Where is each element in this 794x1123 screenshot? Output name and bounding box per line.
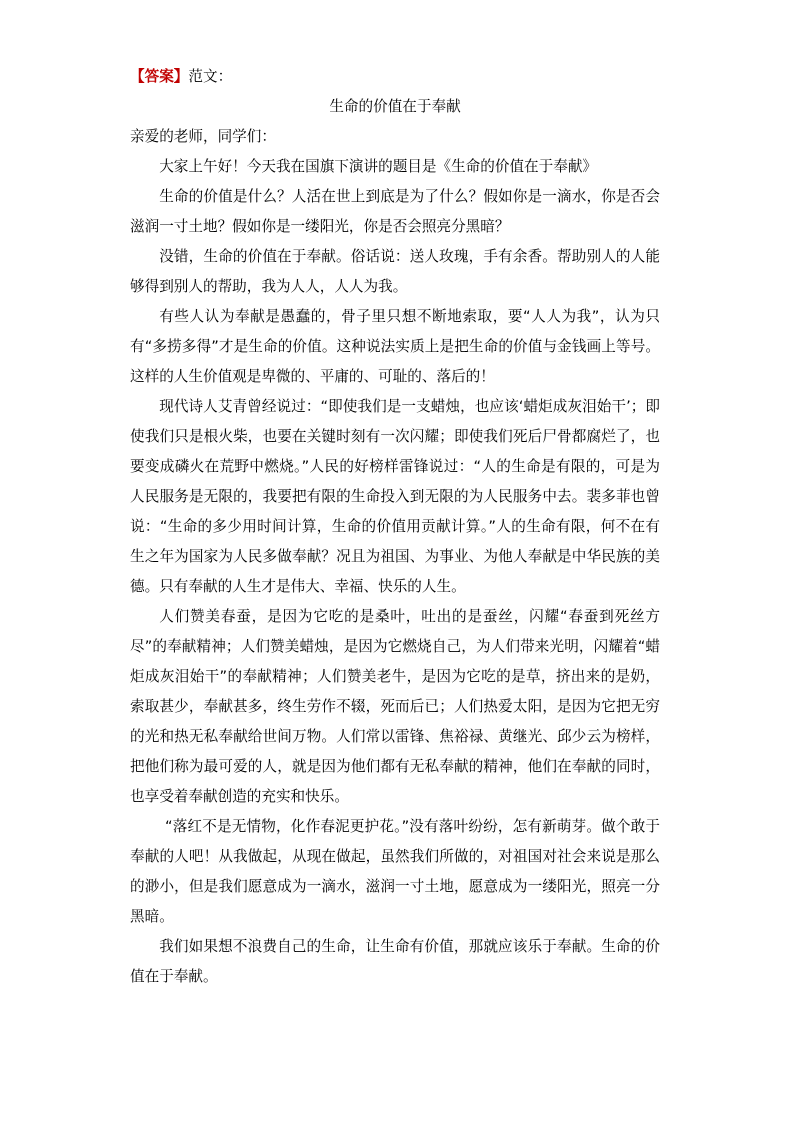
essay-salutation: 亲爱的老师，同学们： <box>130 128 276 145</box>
essay-title: 生命的价值在于奉献 <box>329 98 461 115</box>
essay-paragraph-2: 生命的价值是什么？人活在世上到底是为了什么？假如你是一滴水，你是否会滋润一寸土地？假如你是一缕阳光，你是否会照亮分黑暗？ <box>130 188 660 235</box>
essay-paragraph-5: 现代诗人艾青曾经说过：“即使我们是一支蜡烛，也应该‘蜡炬成灰泪始干’；即使我们只是根火柴，也要在关键时刻有一次闪耀；即使我们死后尸骨都腐烂了，也要变成磷火在荒野中燃烧。”人民的好榜样雷锋说过：“人的生命是有限的，可是为人民服务是无限的，我要把有限的生命投入到无限的为人民服务中去。裴多菲也曾说：“生命的多少用时间计算，生命的价值用贡献计算。”人的生命有限，何不在有生之年为国家为人民多做奉献？况且为祖国、为事业、为他人奉献是中华民族的美德。只有奉献的人生才是伟大、幸福、快乐的人生。 <box>130 398 660 595</box>
document-content <box>130 62 660 992</box>
answer-tag: 【答案】 <box>130 68 189 85</box>
essay-paragraph-6: 人们赞美春蚕，是因为它吃的是桑叶，吐出的是蚕丝，闪耀“春蚕到死丝方尽”的奉献精神；人们赞美蜡烛，是因为它燃烧自己，为人们带来光明，闪耀着“蜡炬成灰泪始干”的奉献精神；人们赞美老牛，是因为它吃的是草，挤出来的是奶，索取甚少，奉献甚多，终生劳作不辍，死而后已；人们热爱太阳，是因为它把无穷的光和热无私奉献给世间万物。人们常以雷锋、焦裕禄、黄继光、邱少云为榜样，把他们称为最可爱的人，就是因为他们都有无私奉献的精神，他们在奉献的同时，也享受着奉献创造的充实和快乐。 <box>130 608 660 805</box>
answer-header <box>130 62 660 92</box>
essay-paragraph-1: 大家上午好！今天我在国旗下演讲的题目是《生命的价值在于奉献》 <box>159 158 598 175</box>
essay-paragraph-7: “落红不是无情物，化作春泥更护花。”没有落叶纷纷，怎有新萌芽。做个敢于奉献的人吧！从我做起，从现在做起，虽然我们所做的，对祖国对社会来说是那么的渺小，但是我们愿意成为一滴水，滋润一寸土地，愿意成为一缕阳光，照亮一分黑暗。 <box>130 818 660 925</box>
essay-paragraph-4: 有些人认为奉献是愚蠢的，骨子里只想不断地索取，要“人人为我”，认为只有“多捞多得”才是生命的价值。这种说法实质上是把生命的价值与金钱画上等号。这样的人生价值观是卑微的、平庸的、可耻的、落后的！ <box>130 308 660 385</box>
essay-paragraph-3: 没错，生命的价值在于奉献。俗话说：送人玫瑰，手有余香。帮助别人的人能够得到别人的帮助，我为人人，人人为我。 <box>130 248 660 295</box>
answer-label: 范文： <box>188 68 233 85</box>
essay-paragraph-8: 我们如果想不浪费自己的生命，让生命有价值，那就应该乐于奉献。生命的价值在于奉献。 <box>130 938 660 985</box>
